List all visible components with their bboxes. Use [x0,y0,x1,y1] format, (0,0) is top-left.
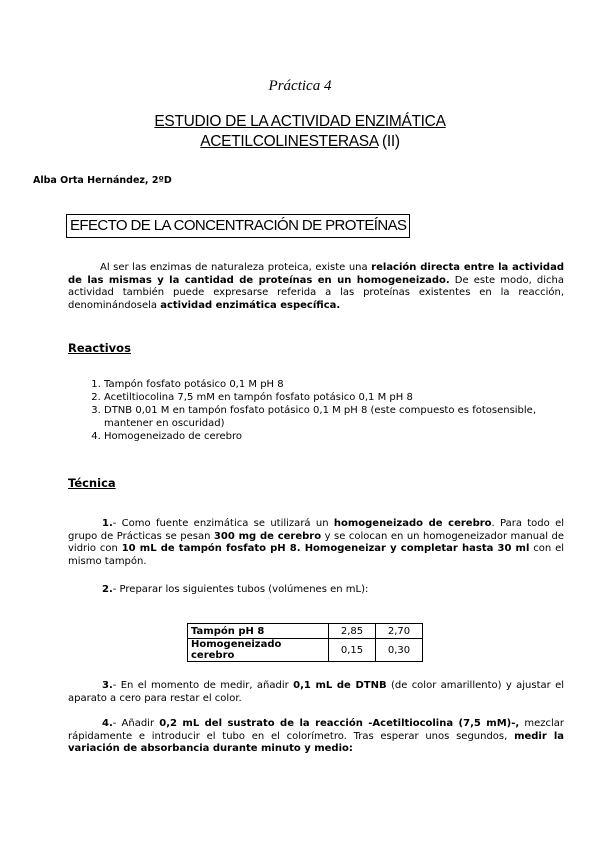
row-label: Tampón pH 8 [188,624,329,639]
step-4-text-2: mezclar rápidamente e introducir el tubo en el colorímetro. Tras esperar unos segundos, [68,718,565,742]
step-number: 1. [102,518,113,529]
intro-text-2: De este modo, dicha actividad también puede expresarse referida a las proteínas existentes en la reacción, denominándosela [68,274,564,311]
step-1-bold-2: 300 mg de cerebro [213,530,322,542]
intro-bold-1: relación directa entre la actividad de las mismas y la cantidad de proteínas en un homogeneizado. [68,262,564,286]
step-3 [68,680,564,705]
tecnica-heading: Técnica [68,476,116,490]
intro-paragraph [68,262,564,312]
step-1-text-3: y se colocan en un homogeneizador manual de vidrio con [68,530,564,554]
step-4-text-1: - Añadir [112,718,160,729]
step-3-text-2: (de color amarillento) y ajustar el aparato a cero para restar el color. [68,680,565,704]
reactivos-list [68,378,574,443]
step-number: 3. [102,680,113,691]
reactivos-heading: Reactivos [68,341,131,355]
step-number: 2. [102,584,113,595]
step-3-text-1: - En el momento de medir, añadir [112,680,294,691]
step-1-text-4: con el mismo tampón. [68,543,564,567]
step-1-bold-3: 10 mL de tampón fosfato pH 8. Homogeneizar y completar hasta 30 ml [121,543,530,554]
document-title-line2 [0,133,600,151]
practica-label: Práctica 4 [268,78,332,94]
step-2-text: - Preparar los siguientes tubos (volúmenes en mL): [112,584,369,595]
step-1 [68,518,564,568]
step-1-bold-1: homogeneizado de cerebro [333,518,492,529]
step-3-bold-1: 0,1 mL de DTNB [293,680,387,691]
step-2 [68,584,564,597]
table-row [188,624,423,639]
list-item: 1. Tampón fosfato potásico 0,1 M pH 8 [104,378,574,391]
title-line2-underlined: ACETILCOLINESTERASA [200,133,379,150]
cell-value: 2,70 [376,624,423,639]
intro-text-1: Al ser las enzimas de naturaleza proteica, existe una [100,262,372,273]
step-1-text-2: . Para todo el grupo de Prácticas se pesan [68,518,565,542]
title-line1-text: ESTUDIO DE LA ACTIVIDAD ENZIMÁTICA [154,113,446,130]
document-title-line1 [0,113,600,131]
section-title: EFECTO DE LA CONCENTRACIÓN DE PROTEÍNAS [66,214,410,238]
row-label: Homogeneizado cerebro [188,639,329,662]
step-number: 4. [102,718,113,729]
list-item: 4. Homogeneizado de cerebro [104,430,574,443]
step-4-bold-2: medir la variación de absorbancia durante minuto y medio: [68,730,564,754]
list-item: 2. Acetiltiocolina 7,5 mM en tampón fosfato potásico 0,1 M pH 8 [104,391,574,404]
author: Alba Orta Hernández, 2ºD [33,175,172,186]
step-4 [68,718,564,756]
cell-value: 0,15 [329,639,376,662]
step-4-bold-1: 0,2 mL del sustrato de la reacción -Acetiltiocolina (7,5 mM)-, [159,718,520,729]
cell-value: 0,30 [376,639,423,662]
table-row [188,639,423,662]
step-1-text-1: - Como fuente enzimática se utilizará un [112,518,334,529]
list-item: 3. DTNB 0,01 M en tampón fosfato potásico 0,1 M pH 8 (este compuesto es fotosensible, mantener en oscuridad) [104,404,574,430]
tubes-table [187,623,423,662]
cell-value: 2,85 [329,624,376,639]
intro-bold-2: actividad enzimática específica. [160,299,341,311]
title-line2-suffix: (II) [378,133,400,150]
